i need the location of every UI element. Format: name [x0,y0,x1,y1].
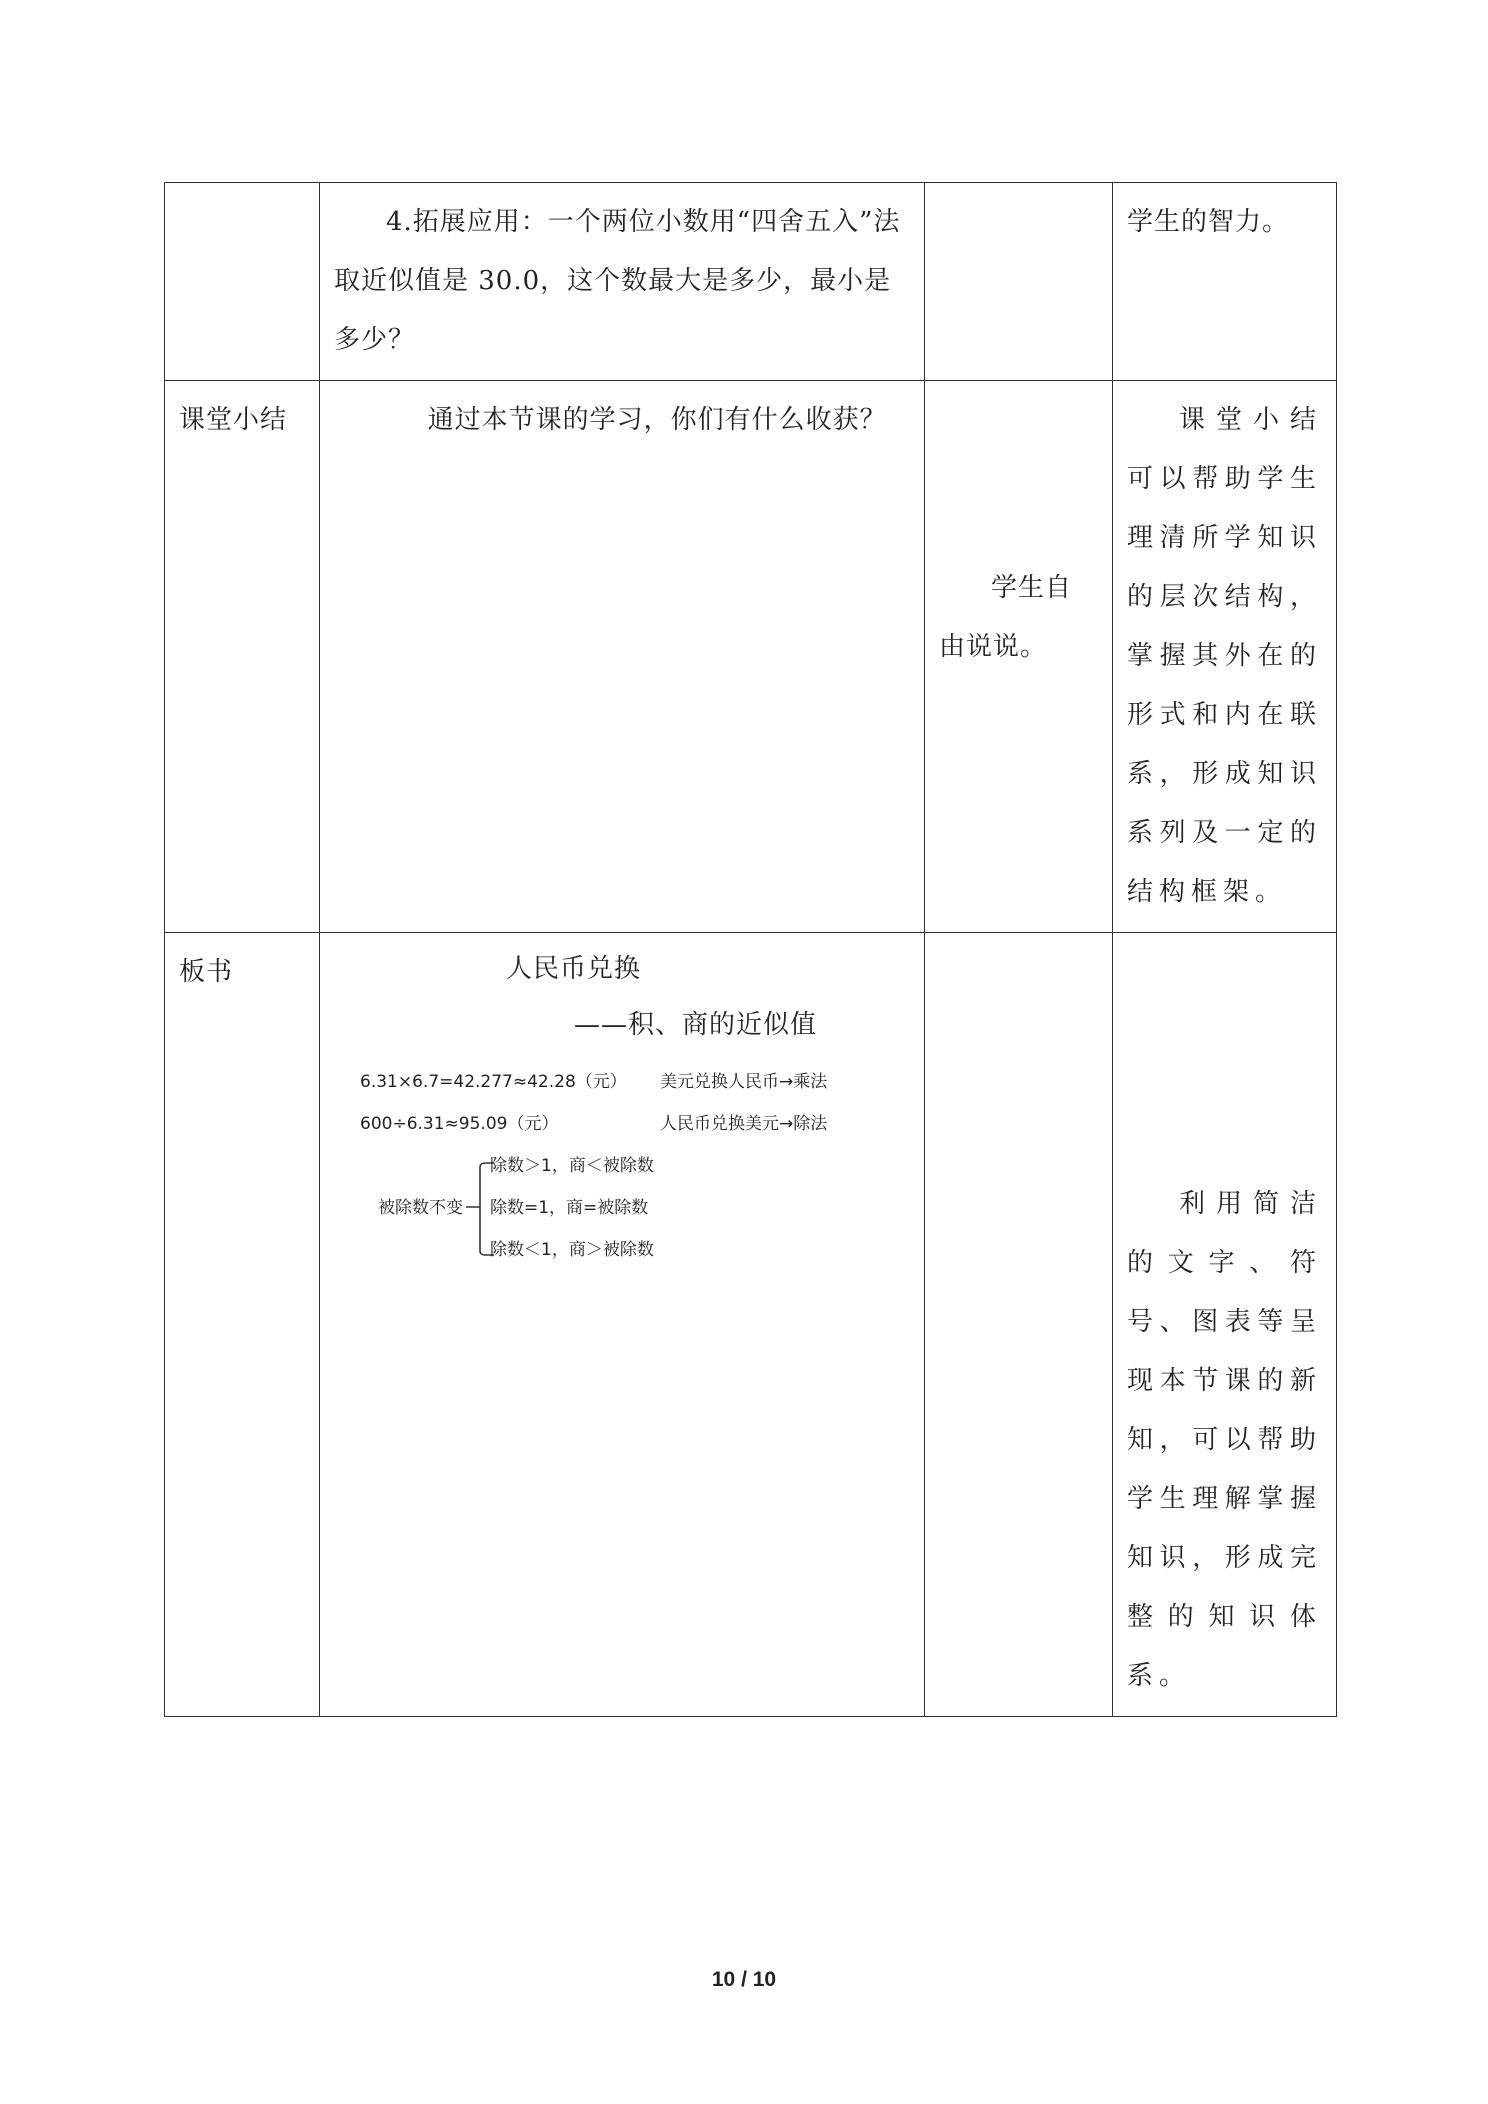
board-note-multiply: 美元兑换人民币→乘法 [660,1072,828,1092]
row2-col4-cell [1113,381,1337,933]
table-row-extension [165,183,1337,381]
row1-purpose-text: 学生的智力。 [1127,207,1290,237]
student-activity-text: 学生自由说说。 [939,573,1073,662]
board-rule-less: 除数＜1，商＞被除数 [490,1240,654,1260]
board-purpose-text: 利用简洁的文字、符号、图表等呈现本节课的新知，可以帮助学生理解掌握知识，形成完整的知识体系。 [1127,1189,1322,1691]
row3-col2-cell [320,933,925,1717]
page-number: 10 / 10 [711,1968,777,1991]
row2-col1-cell [165,381,320,933]
board-note-divide: 人民币兑换美元→除法 [660,1114,828,1134]
row2-col2-cell [320,381,925,933]
table-row-summary [165,381,1337,933]
board-heading: 板书 [179,957,234,987]
lesson-plan-table [164,182,1337,1717]
summary-heading: 课堂小结 [179,405,288,435]
board-subtitle: ——积、商的近似值 [574,1010,818,1040]
row2-col3-cell [925,381,1113,933]
blackboard-layout [334,943,910,1503]
row1-col4-cell [1113,183,1337,381]
extension-task-text: 4.拓展应用：一个两位小数用“四舍五入”法取近似值是 30.0，这个数最大是多少，最小是多少？ [334,207,901,355]
board-equation-multiply: 6.31×6.7=42.277≈42.28（元） [360,1072,627,1092]
row1-col3-cell [925,183,1113,381]
table-row-board [165,933,1337,1717]
board-equation-divide: 600÷6.31≈95.09（元） [360,1114,559,1134]
row3-col4-cell [1113,933,1337,1717]
row3-col1-cell [165,933,320,1717]
board-rule-equal: 除数=1，商=被除数 [490,1198,649,1218]
row1-col2-cell [320,183,925,381]
row3-col3-cell [925,933,1113,1717]
board-rule-greater: 除数＞1，商＜被除数 [490,1156,654,1176]
summary-question: 通过本节课的学习，你们有什么收获？ [427,405,887,435]
board-title: 人民币兑换 [506,954,642,984]
summary-purpose-text: 课堂小结可以帮助学生理清所学知识的层次结构，掌握其外在的形式和内在联系，形成知识系列及一定的结构框架。 [1127,405,1322,907]
board-rule-root: 被除数不变 [378,1198,463,1218]
row1-col1-cell [165,183,320,381]
